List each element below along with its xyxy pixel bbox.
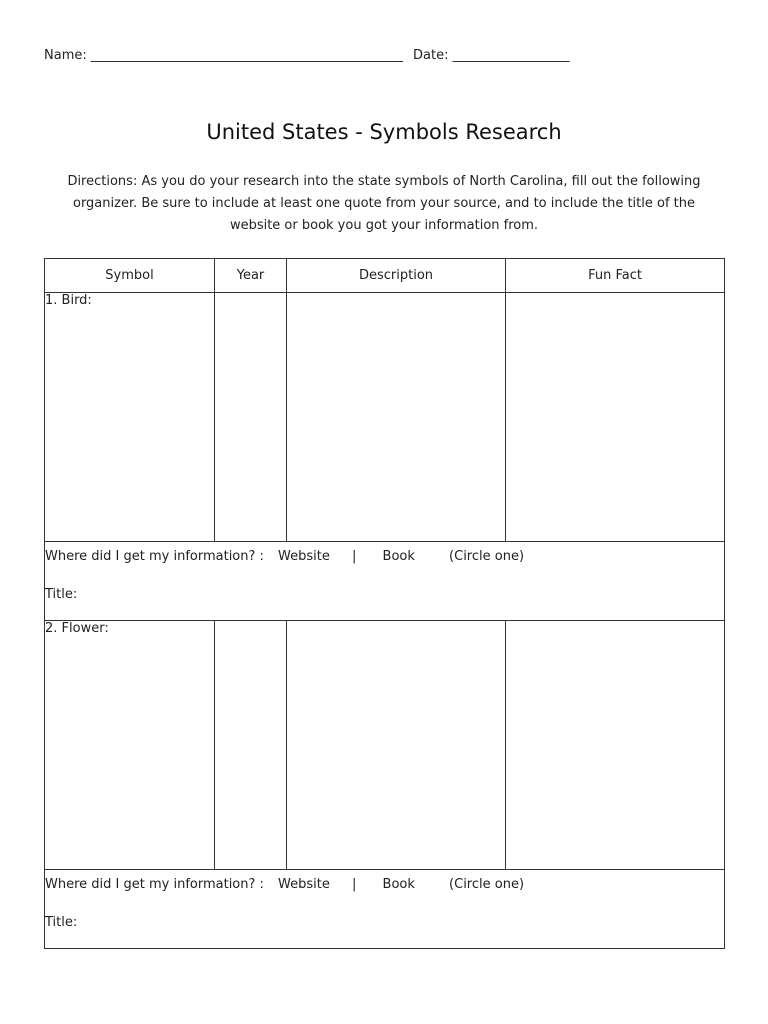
source-title-label: Title: [45,915,78,930]
date-label: Date: __________________ [413,48,570,63]
option-separator: | [352,549,357,564]
source-question-line [45,877,724,899]
source-question: Where did I get my information? : [45,549,264,564]
option-separator: | [352,877,357,892]
symbol-cell-flower[interactable] [45,621,215,870]
name-date-line [44,48,724,63]
source-title-label: Title: [45,587,78,602]
symbol-cell-bird[interactable] [45,293,215,542]
option-book[interactable]: Book [382,549,415,564]
source-cell[interactable] [45,542,725,621]
symbol-label: 1. Bird: [45,293,92,308]
description-cell[interactable] [287,621,506,870]
option-website[interactable]: Website [278,877,330,892]
source-question: Where did I get my information? : [45,877,264,892]
source-question-line [45,549,724,571]
column-header-symbol: Symbol [45,259,215,293]
directions-text: Directions: As you do your research into the state symbols of North Carolina, fill out the following organizer. Be sure to include at least one quote from your source, and to include the title of the website or book you got your information from. [67,174,701,233]
option-book[interactable]: Book [382,877,415,892]
table-header-row [45,259,725,293]
year-cell[interactable] [215,293,287,542]
table-row [45,293,725,542]
source-row [45,542,725,621]
column-header-fun-fact: Fun Fact [506,259,725,293]
source-row [45,870,725,949]
circle-one-note: (Circle one) [449,877,525,892]
description-cell[interactable] [287,293,506,542]
fun-fact-cell[interactable] [506,621,725,870]
year-cell[interactable] [215,621,287,870]
column-header-year: Year [215,259,287,293]
page-title: United States - Symbols Research [206,120,562,144]
research-organizer-table [44,258,725,949]
fun-fact-cell[interactable] [506,293,725,542]
option-website[interactable]: Website [278,549,330,564]
name-label: Name: ________________________________________________ [44,48,403,63]
column-header-description: Description [287,259,506,293]
source-cell[interactable] [45,870,725,949]
circle-one-note: (Circle one) [449,549,525,564]
table-row [45,621,725,870]
symbol-label: 2. Flower: [45,621,109,636]
